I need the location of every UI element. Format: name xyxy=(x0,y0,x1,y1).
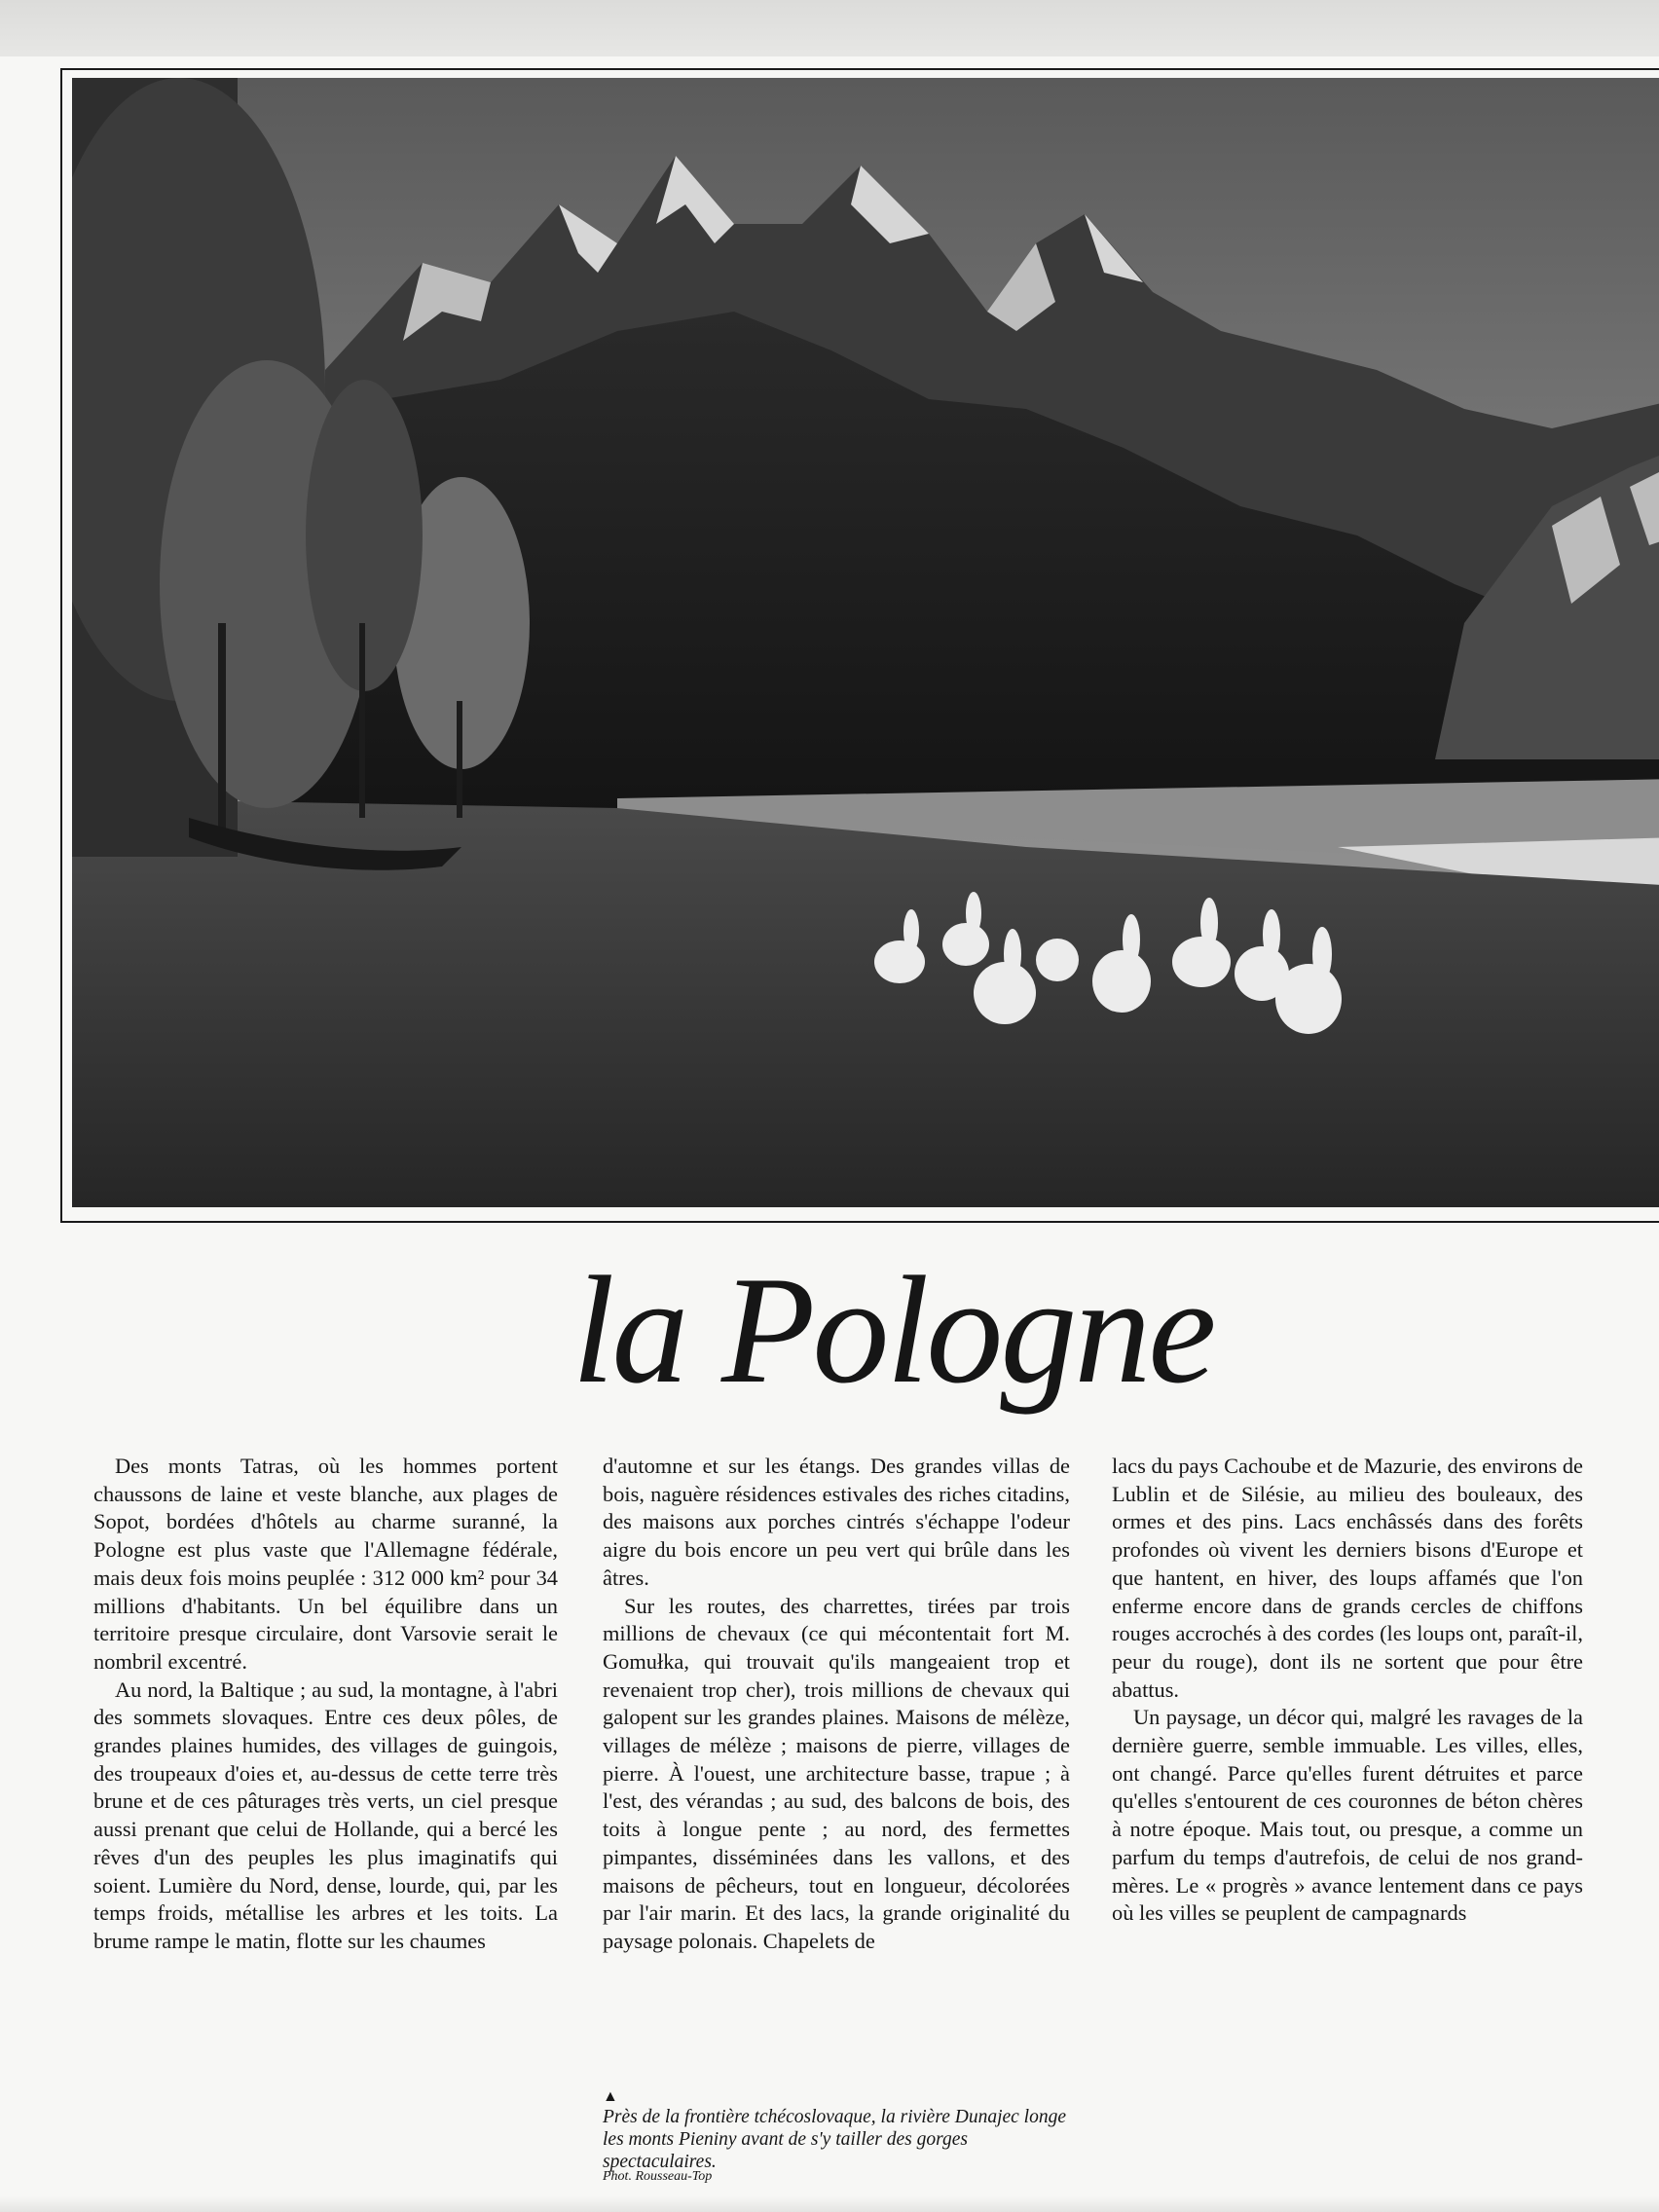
photo-credit: Phot. Rousseau-Top xyxy=(603,2169,713,2184)
page-top-edge xyxy=(0,0,1659,64)
paragraph: Au nord, la Baltique ; au sud, la montagne, à l'abri des sommets slovaques. Entre ces deux pôles, de grandes plaines humides, des villages de guingois, des troupeaux d'oies et, au-dessus de cette terre très brune et de ces pâturages très verts, un ciel presque aussi prenant que celui de Hollande, qui a bercé les rêves d'un des peuples les plus imaginatifs qui soient. Lumière du Nord, dense, lourde, qui, par les temps froids, métallise les arbres et les toits. La brume rampe le matin, flotte sur les chaumes xyxy=(93,1677,558,1953)
landscape-photo xyxy=(72,78,1659,1207)
photo-caption xyxy=(603,2088,1070,2173)
caption-text: Près de la frontière tchécoslovaque, la rivière Dunajec longe les monts Pieniny avant de s'y tailler des gorges spectaculaires. xyxy=(603,2107,1066,2172)
paragraph: Un paysage, un décor qui, malgré les ravages de la dernière guerre, semble immuable. Les villes, elles, ont changé. Parce qu'elles furent détruites et parce qu'elles s'entourent de ces couronnes de béton chères à notre époque. Mais tout, ou presque, a comme un parfum du temps d'autrefois, de celui de nos grand-mères. Le « progrès » avance lentement dans ce pays où les villes se peuplent de campagnards xyxy=(1112,1705,1583,1926)
paragraph: Sur les routes, des charrettes, tirées par trois millions de chevaux (ce qui mécontentait fort M. Gomułka, qui trouvait qu'ils mangeaient trop et revenaient trop cher), trois millions de chevaux qui galopent sur les grandes plaines. Maisons de mélèze, villages de mélèze ; maisons de pierre, villages de pierre. À l'ouest, une architecture basse, trapue ; à l'est, des vérandas ; au sud, des balcons de bois, des toits à longue pente ; au nord, des fermettes pimpantes, disséminées dans les vallons, et des maisons de pêcheurs, tout en longueur, décolorées par l'air marin. Et des lacs, la grande originalité du paysage polonais. Chapelets de xyxy=(603,1593,1070,1953)
caption-marker-icon: ▲ xyxy=(603,2088,618,2105)
page-bottom-edge xyxy=(0,2196,1659,2212)
page-title: la Pologne xyxy=(571,1245,1214,1416)
text-column-2 xyxy=(603,1453,1070,1956)
paragraph: d'automne et sur les étangs. Des grandes villas de bois, naguère résidences estivales des riches citadins, des maisons aux porches cintrés s'échappe l'odeur aigre du bois encore un peu vert qui brûle dans les âtres. xyxy=(603,1454,1070,1590)
text-column-1 xyxy=(93,1453,558,1956)
paragraph: Des monts Tatras, où les hommes portent chaussons de laine et veste blanche, aux plages de Sopot, bordées d'hôtels au charme suranné, la Pologne est plus vaste que l'Allemagne fédérale, mais deux fois moins peuplée : 312 000 km² pour 34 millions d'habitants. Un bel équilibre dans un territoire presque circulaire, dont Varsovie serait le nombril excentré. xyxy=(93,1454,558,1674)
mountain-geese-illustration xyxy=(72,78,1659,1207)
paragraph: lacs du pays Cachoube et de Mazurie, des environs de Lublin et de Silésie, au milieu des bouleaux, des ormes et des pins. Lacs enchâssés dans des forêts profondes où vivent les derniers bisons d'Europe et que hantent, en hiver, des loups affamés que l'on enferme encore dans de grands cercles de chiffons rouges accrochés à des cordes (les loups ont, paraît-il, peur du rouge), dont ils ne sortent que pour être abattus. xyxy=(1112,1454,1583,1702)
text-column-3 xyxy=(1112,1453,1583,1928)
